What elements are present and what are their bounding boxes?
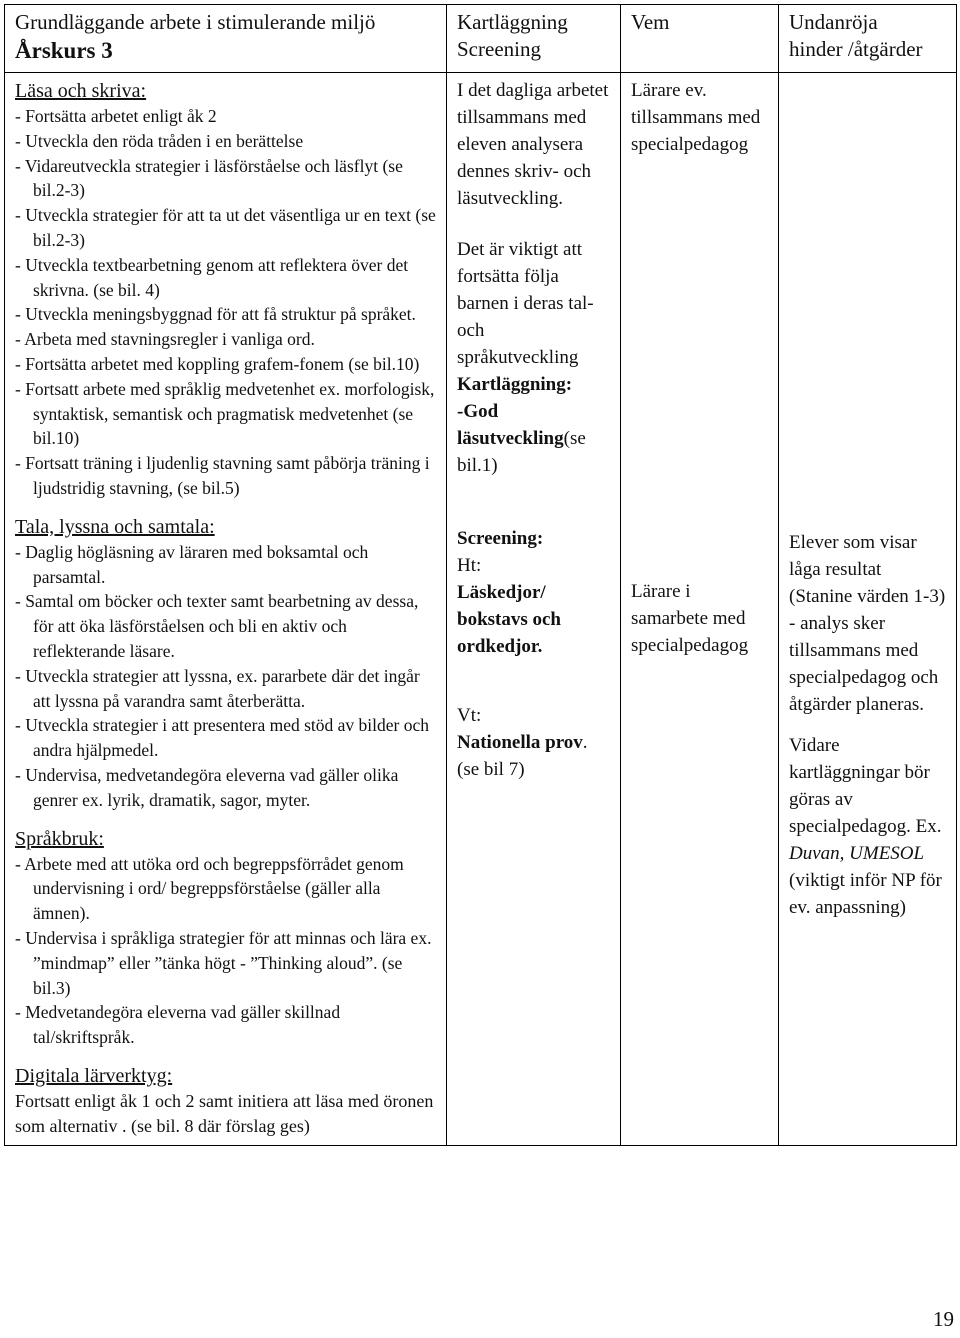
who-paragraph-2: Lärare i samarbete med specialpedagog (631, 581, 749, 656)
header-row (5, 5, 957, 73)
list-item: - Fortsätta arbetet enligt åk 2 (15, 106, 217, 126)
mapping-item-ref: (se bil.1) (457, 428, 586, 476)
mapping-item (457, 398, 610, 479)
section-title-reading-writing: Läsa och skriva: (15, 80, 147, 102)
header-screening: Screening (457, 37, 541, 61)
list-item: - Utveckla strategier att lyssna, ex. pararbete där det ingår att lyssna på varandra samt återberätta. (15, 665, 420, 711)
list-item: - Fortsatt arbete med språklig medvetenhet ex. morfologisk, syntaktisk, semantisk och pragmatisk medvetenhet (se bil.10) (15, 378, 435, 449)
measures-note: (viktigt inför NP för ev. anpassning) (789, 870, 942, 918)
list-item: - Utveckla strategier i att presentera med stöd av bilder och andra hjälpmedel. (15, 715, 430, 761)
list-item: - Arbeta med stavningsregler i vanliga ord. (15, 329, 315, 350)
measures-paragraph-2 (789, 732, 946, 921)
mapping-label: Kartläggning: (457, 374, 573, 395)
list-item: - Utveckla den röda tråden i en berättelse (15, 130, 304, 151)
goals-cell (5, 73, 447, 1146)
header-cell-measures (779, 5, 957, 73)
list-item: - Undervisa i språkliga strategier för att minnas och lära ex. ”mindmap” eller ”tänka högt - ”Thinking aloud”. (se bil.3) (15, 927, 432, 998)
screening-label: Screening: (457, 528, 544, 549)
page-number: 19 (933, 1307, 954, 1331)
section-title-speaking: Tala, lyssna och samtala: (15, 515, 215, 538)
header-who: Vem (631, 10, 670, 34)
who-paragraph-1: Lärare ev. tillsammans med specialpedagog (631, 80, 761, 155)
measures-paragraph-1: Elever som visar låga resultat (Stanine värden 1-3) - analys sker tillsammans med specialpedagog och åtgärder planeras. (789, 532, 946, 715)
list-item: - Medvetandegöra eleverna vad gäller skillnad tal/skriftspråk. (15, 1002, 341, 1048)
who-cell (621, 73, 779, 1146)
list-item: - Arbete med att utöka ord och begreppsförrådet genom undervisning i ord/ begreppsförståelse (gäller alla ämnen). (15, 853, 404, 924)
list-item: - Fortsätta arbetet med koppling grafem-fonem (se bil.10) (15, 353, 420, 374)
mapping-item-name: -God läsutveckling (457, 401, 564, 449)
spring-item-name: Nationella prov (457, 732, 583, 753)
header-cell-who (621, 5, 779, 73)
section-title-language-use: Språkbruk: (15, 827, 104, 850)
header-cell-goals (5, 5, 447, 73)
measures-cell (779, 73, 957, 1146)
header-mapping: Kartläggning (457, 10, 568, 34)
grade-title: Årskurs 3 (15, 38, 113, 63)
mapping-cell (447, 73, 621, 1146)
header-measures-2: hinder /åtgärder (789, 37, 923, 61)
speaking-list (15, 540, 436, 813)
list-item: - Samtal om böcker och texter samt bearbetning av dessa, för att öka läsförståelsen och bli en aktiv och reflekterande läsare. (15, 591, 419, 661)
reading-writing-list (15, 104, 436, 501)
digital-tools-text: Fortsatt enligt åk 1 och 2 samt initiera att läsa med öronen som alternativ . (se bil. 8 där förslag ges) (15, 1090, 434, 1136)
list-item: - Utveckla strategier för att ta ut det väsentliga ur en text (se bil.2-3) (15, 205, 436, 250)
header-measures-1: Undanröja (789, 10, 878, 34)
section-title-digital-tools: Digitala lärverktyg: (15, 1064, 173, 1087)
measures-text: Vidare kartläggningar bör göras av specialpedagog. Ex. (789, 735, 942, 837)
mapping-paragraph-1: I det dagliga arbetet tillsammans med eleven analysera dennes skriv- och läsutveckling. (457, 80, 609, 209)
content-row (5, 73, 957, 1146)
spring-label: Vt: (457, 705, 482, 726)
language-use-list (15, 852, 436, 1050)
autumn-item: Läskedjor/ bokstavs och ordkedjor. (457, 582, 561, 657)
spring-item-ref: . (se bil 7) (457, 732, 588, 780)
header-cell-mapping (447, 5, 621, 73)
list-item: - Utveckla meningsbyggnad för att få struktur på språket. (15, 304, 416, 325)
header-title: Grundläggande arbete i stimulerande miljö (15, 10, 376, 34)
autumn-label: Ht: (457, 555, 482, 576)
measures-tests: Duvan, UMESOL (789, 843, 925, 864)
planning-table (4, 4, 957, 1146)
list-item: - Vidareutveckla strategier i läsförståelse och läsflyt (se bil.2-3) (15, 155, 403, 201)
list-item: - Undervisa, medvetandegöra eleverna vad gäller olika genrer ex. lyrik, dramatik, sagor, myter. (15, 764, 399, 810)
list-item: - Daglig högläsning av läraren med boksamtal och parsamtal. (15, 541, 369, 587)
list-item: - Utveckla textbearbetning genom att reflektera över det skrivna. (se bil. 4) (15, 254, 409, 300)
mapping-paragraph-2: Det är viktigt att fortsätta följa barnen i deras tal- och språkutveckling (457, 239, 594, 368)
spring-item (457, 729, 610, 783)
list-item: - Fortsatt träning i ljudenlig stavning samt påbörja träning i ljudstridig stavning, (se bil.5) (15, 453, 430, 498)
